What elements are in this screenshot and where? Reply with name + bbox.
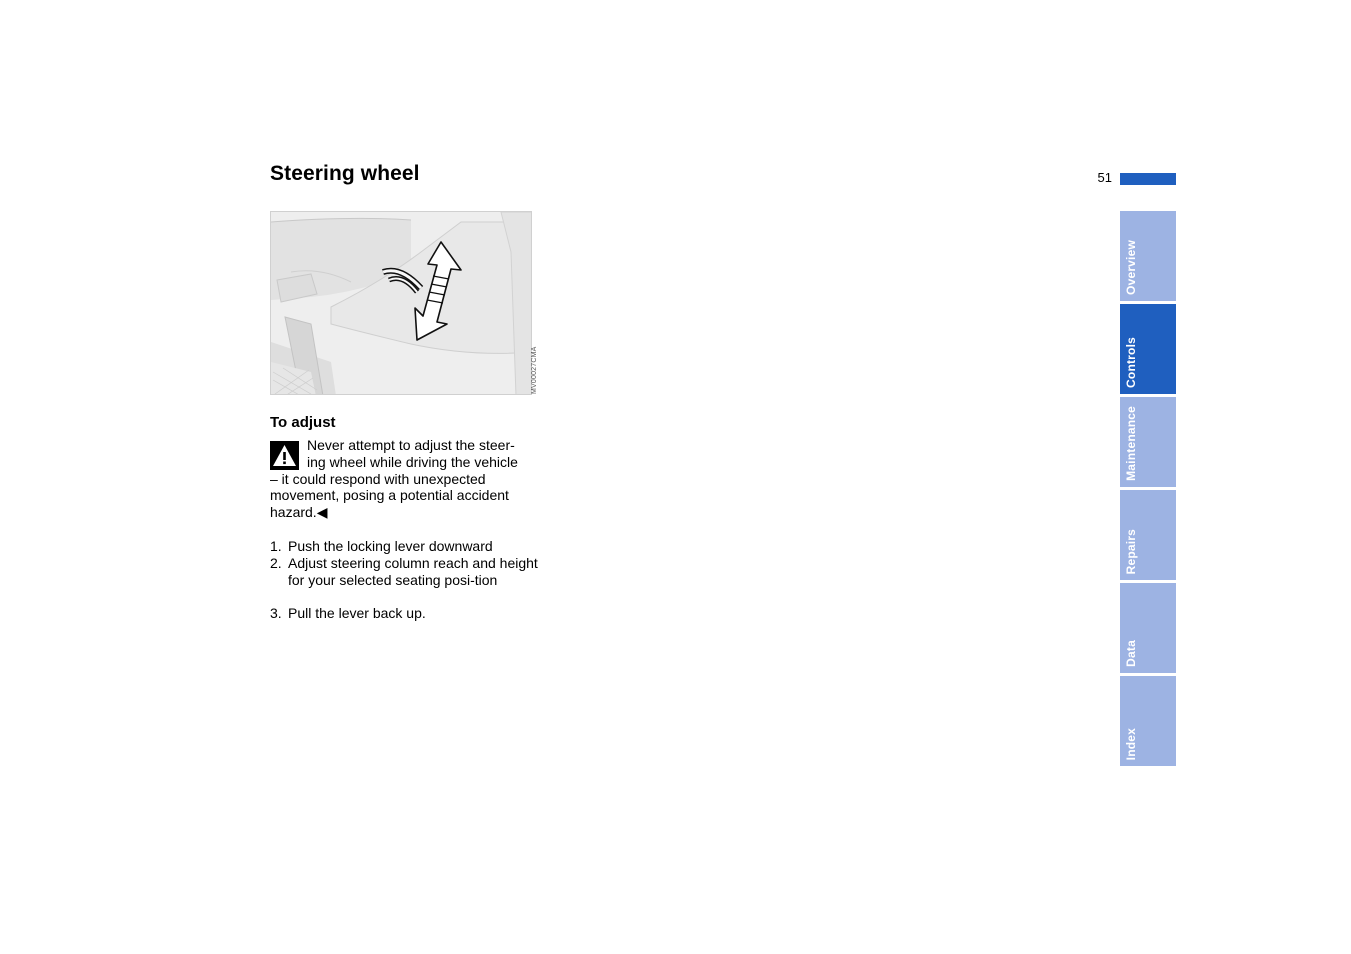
page-marker-bar	[1120, 173, 1176, 185]
list-item-text: Adjust steering column reach and height for your selected seating posi-tion	[288, 555, 538, 588]
figure-code: MV00027CMA	[531, 346, 538, 394]
tab-label: Controls	[1124, 337, 1138, 388]
list-item-number: 3.	[270, 605, 282, 621]
list-item-text: Push the locking lever downward	[288, 538, 493, 554]
steering-column-figure	[270, 211, 532, 395]
tab-label: Data	[1124, 640, 1138, 667]
page-title: Steering wheel	[270, 162, 420, 185]
section-subtitle: To adjust	[270, 414, 336, 431]
chapter-tabs	[1120, 211, 1176, 769]
tab-label: Overview	[1124, 240, 1138, 295]
list-item	[270, 605, 545, 622]
list-item-number: 1.	[270, 538, 282, 554]
tab-overview[interactable]	[1120, 211, 1176, 301]
tab-label: Repairs	[1124, 528, 1138, 574]
warning-line: movement, posing a potential accident	[270, 487, 509, 503]
tab-index[interactable]	[1120, 676, 1176, 766]
steering-column-illustration	[271, 212, 532, 395]
tab-controls[interactable]	[1120, 304, 1176, 394]
warning-line: ing wheel while driving the vehicle	[307, 454, 518, 470]
warning-line: Never attempt to adjust the steer-	[307, 437, 515, 453]
warning-text	[270, 437, 542, 527]
page-number: 51	[1097, 170, 1112, 185]
list-item	[270, 555, 545, 606]
warning-line: – it could respond with unexpected	[270, 471, 486, 487]
tab-repairs[interactable]	[1120, 490, 1176, 580]
tab-label: Index	[1124, 727, 1138, 760]
tab-label: Maintenance	[1124, 406, 1138, 481]
tab-data[interactable]	[1120, 583, 1176, 673]
list-item-text: Pull the lever back up.	[288, 605, 426, 621]
list-item	[270, 538, 545, 555]
list-item-number: 2.	[270, 555, 282, 571]
tab-maintenance[interactable]	[1120, 397, 1176, 487]
warning-line: hazard.◀	[270, 504, 328, 520]
